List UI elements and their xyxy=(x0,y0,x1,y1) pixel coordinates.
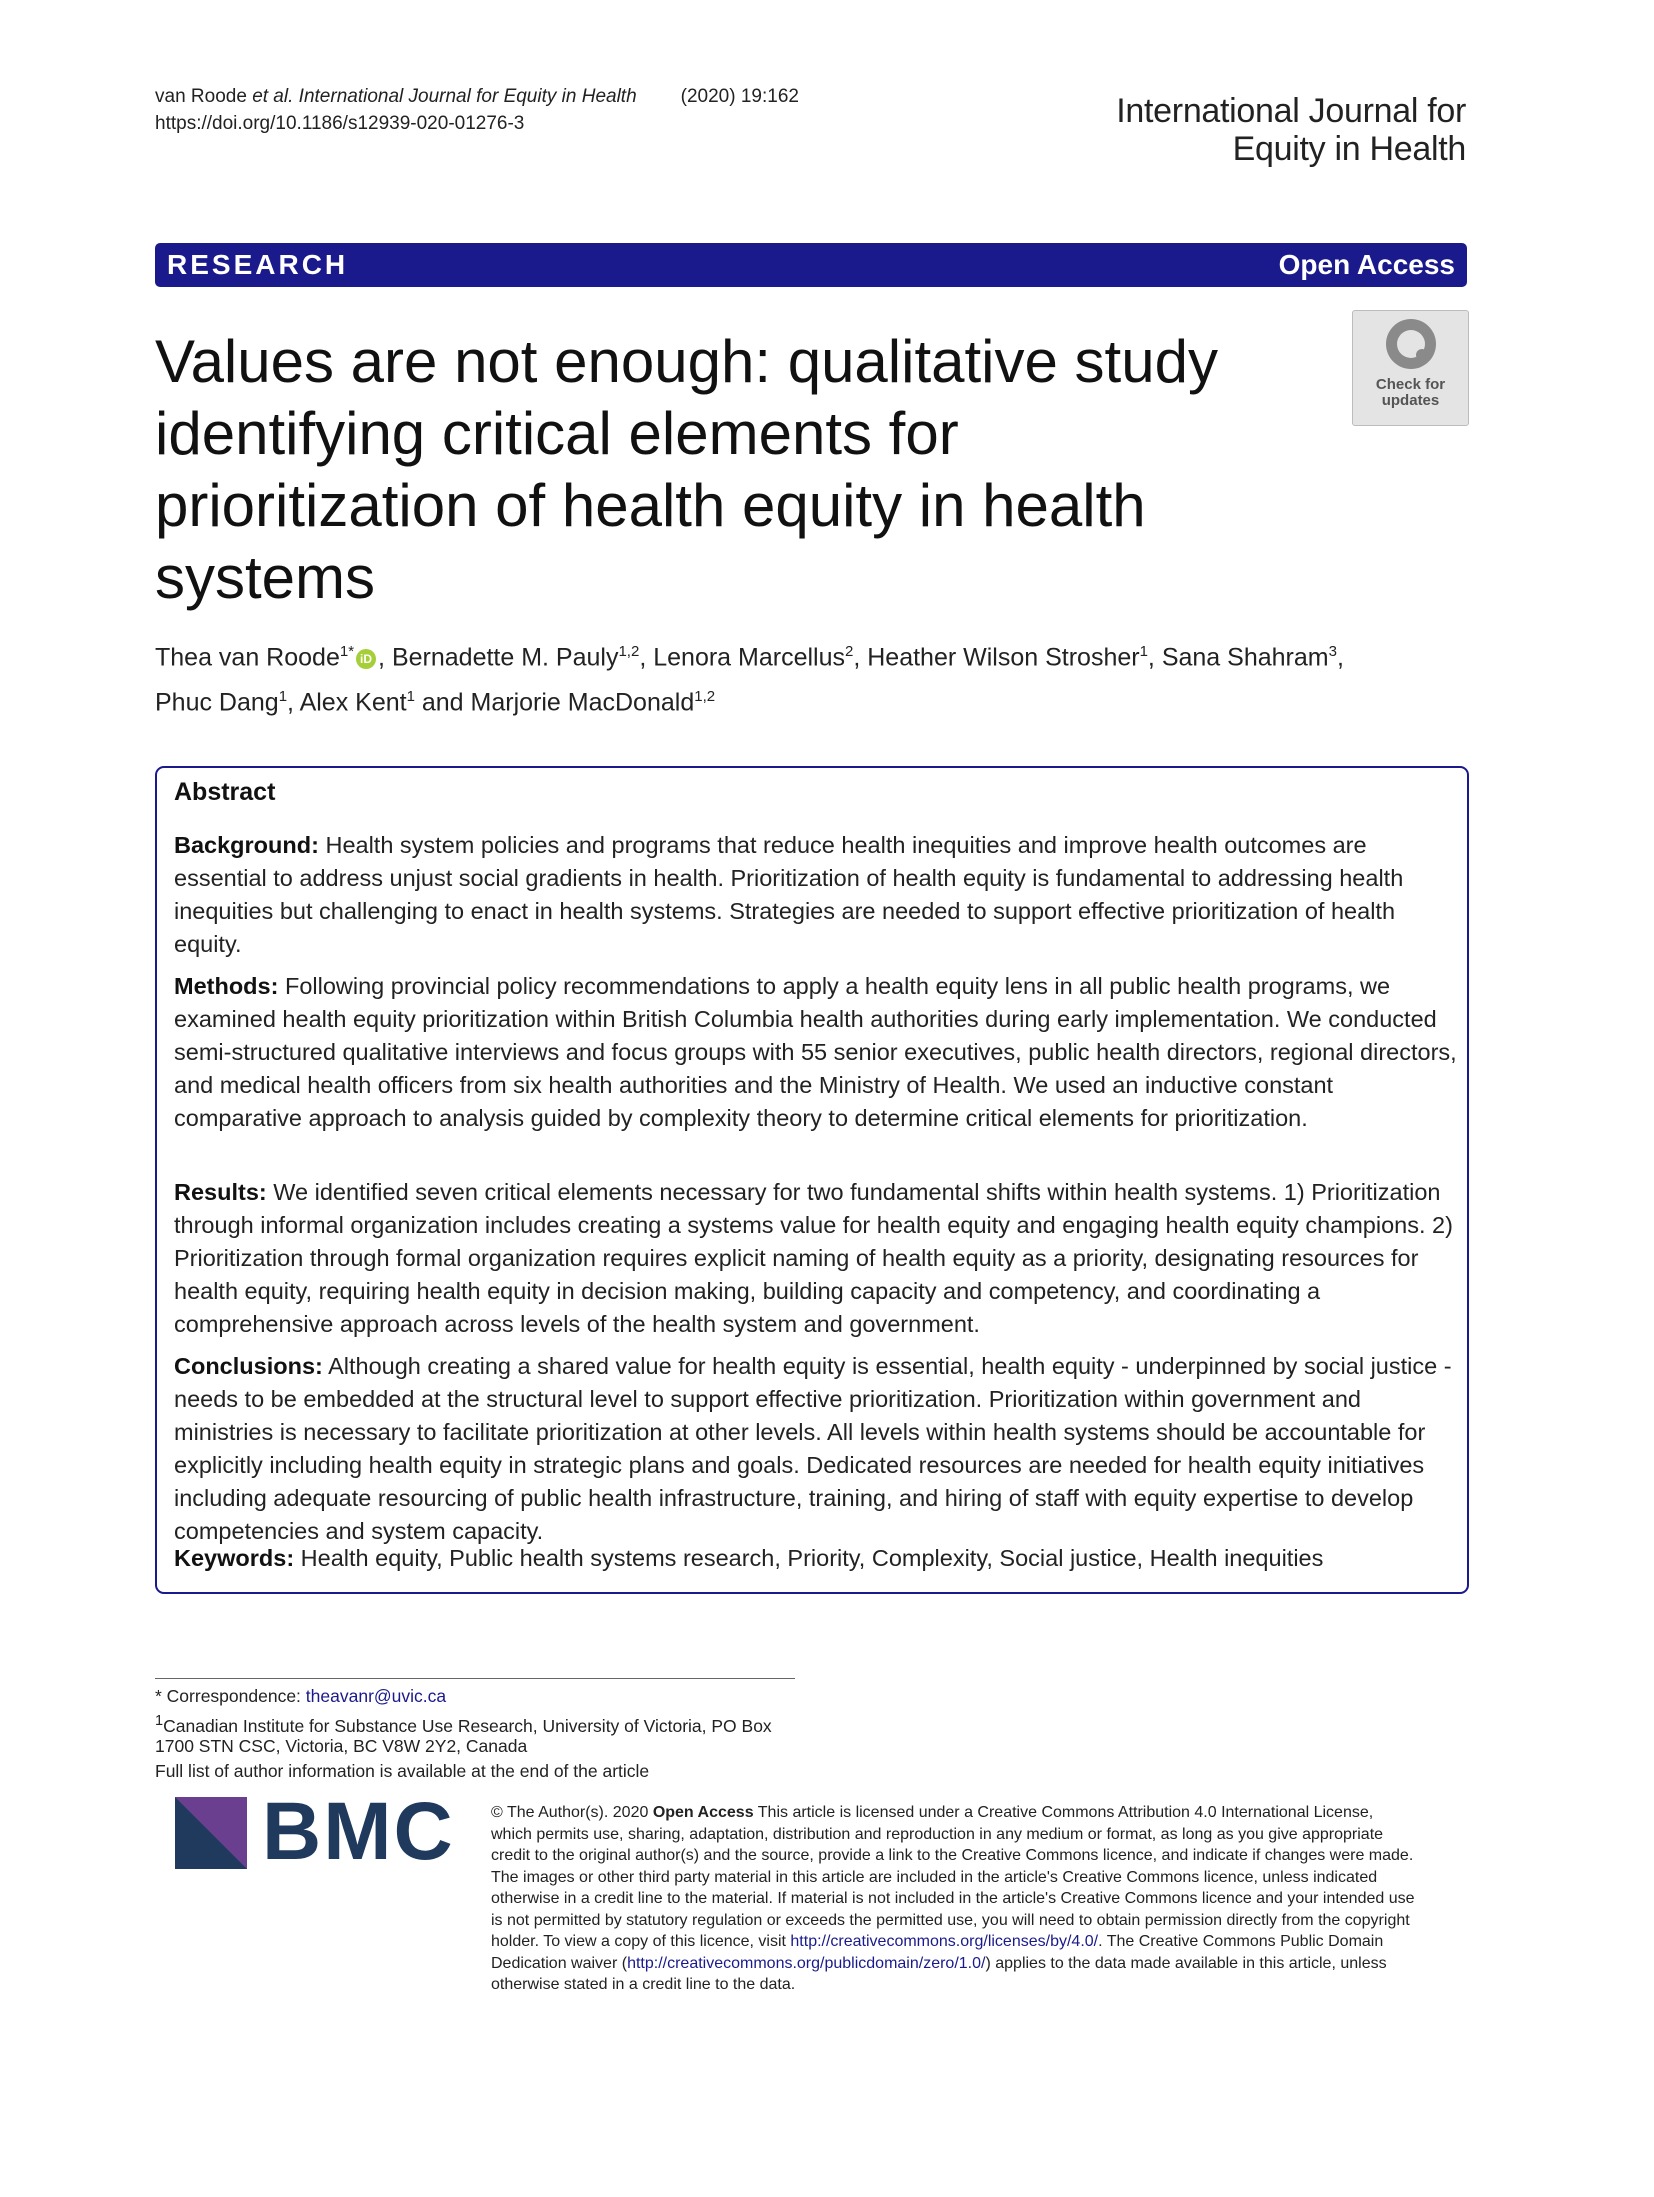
journal-logo xyxy=(1116,92,1466,168)
author-affiliation: 1,2 xyxy=(618,643,640,660)
license-text3: ) applies to the data made available in this article, unless otherwise stated in a credit line to the data. xyxy=(491,1954,1387,1993)
author-affiliation: 3 xyxy=(1328,643,1337,660)
affiliation-text1: Canadian Institute for Substance Use Research, University of Victoria, PO Box xyxy=(163,1715,772,1736)
footnote-divider xyxy=(155,1678,795,1679)
author-affiliation: 1 xyxy=(406,688,415,706)
author-info-note: Full list of author information is available at the end of the article xyxy=(155,1761,650,1781)
article-type-label: RESEARCH xyxy=(167,249,349,280)
license-prefix: © The Author(s). 2020 xyxy=(491,1804,653,1821)
publisher-logo: BMC xyxy=(262,1786,455,1877)
citation-etal: et al. xyxy=(252,86,294,107)
correspondence-line xyxy=(155,1684,446,1708)
affiliation-line2: 1700 STN CSC, Victoria, BC V8W 2Y2, Canada xyxy=(155,1736,528,1756)
orcid-icon[interactable]: iD xyxy=(356,649,376,669)
cc-by-license-link[interactable]: http://creativecommons.org/licenses/by/4.0/ xyxy=(790,1933,1099,1950)
author-conjunction: and xyxy=(414,688,471,717)
abstract-box xyxy=(155,766,1469,1594)
open-access-label: Open Access xyxy=(1278,249,1455,280)
author-affiliation: 1,2 xyxy=(694,688,716,706)
author-name: Thea van Roode xyxy=(155,643,340,672)
license-text1: This article is licensed under a Creative Commons Attribution 4.0 International License, which permits use, sharing, adaptation, distribution and reproduction in any medium or format, as long as you give appropriate credit to the original author(s) and the source, provide a link to the Creative Commons licence, and indicate if changes were made. The images or other third party material in this article are included in the article's Creative Commons licence, unless indicated otherwise in a credit line to the material. If material is not included in the article's Creative Commons licence and your intended use is not permitted by statutory regulation or exceeds the permitted use, you will need to obtain permission directly from the copyright holder. To view a copy of this licence, visit xyxy=(491,1804,1415,1950)
citation-line xyxy=(155,86,799,108)
results-label: Results: xyxy=(174,1179,267,1205)
author-affiliation: 1* xyxy=(339,643,355,660)
background-text: Health system policies and programs that reduce health inequities and improve health outcomes are essential to address unjust social gradients in health. Prioritization of health equity is fundamental to addressing health inequities but challenging to enact in health systems. Strategies are needed to support effective prioritization of health equity. xyxy=(174,832,1404,957)
methods-text: Following provincial policy recommendations to apply a health equity lens in all public health programs, we examined health equity prioritization within British Columbia health authorities during early implementation. We conducted semi-structured qualitative interviews and focus groups with 55 senior executives, public health directors, regional directors, and medical health officers from six health authorities and the Ministry of Health. We used an inductive constant comparative approach to analysis guided by complexity theory to determine critical elements for prioritization. xyxy=(174,973,1457,1131)
journal-logo-line1: International Journal for xyxy=(1116,92,1466,130)
crossmark-icon xyxy=(1386,319,1436,369)
author-name: Phuc Dang xyxy=(155,688,279,717)
check-updates-line2: updates xyxy=(1381,392,1440,409)
conclusions-label: Conclusions: xyxy=(174,1353,323,1379)
citation-volume: (2020) 19:162 xyxy=(680,86,799,107)
author-affiliation: 1 xyxy=(278,688,288,706)
license-text2: . The Creative Commons Public Domain Dedication waiver ( xyxy=(491,1933,1384,1972)
check-updates-line1: Check for xyxy=(1375,376,1446,393)
citation-authors: van Roode xyxy=(155,86,253,107)
author-name: Lenora Marcellus xyxy=(653,643,845,672)
abstract-conclusions xyxy=(174,1350,1459,1548)
author-name: Sana Shahram xyxy=(1161,643,1329,672)
abstract-heading: Abstract xyxy=(174,778,276,806)
results-text: We identified seven critical elements necessary for two fundamental shifts within health systems. 1) Prioritization through informal organization includes creating a systems value for health equity and engaging health equity champions. 2) Prioritization through formal organization requires explicit naming of health equity as a priority, designating resources for health equity, requiring health equity in decision making, building capacity and competency, and coordinating a comprehensive approach across levels of the health system and government. xyxy=(174,1179,1453,1337)
article-type-banner xyxy=(155,243,1467,287)
author-affiliation: 1 xyxy=(1139,643,1148,660)
conclusions-text: Although creating a shared value for health equity is essential, health equity - underpinned by social justice - needs to be embedded at the structural level to support effective prioritization. Prioritization within government and ministries is necessary to facilitate prioritization at other levels. All levels within health systems should be accountable for explicitly including health equity in strategic plans and goals. Dedicated resources are needed for health equity initiatives including adequate resourcing of public health infrastructure, training, and hiring of staff with equity expertise to develop competencies and system capacity. xyxy=(174,1353,1452,1544)
doi-link[interactable]: https://doi.org/10.1186/s12939-020-01276-3 xyxy=(155,113,525,134)
author-affiliation: 2 xyxy=(845,643,854,660)
correspondence-label: * Correspondence: xyxy=(155,1686,306,1706)
article-title: Values are not enough: qualitative study identifying critical elements for prioritization of health equity in health systems xyxy=(155,328,1218,611)
cc-zero-waiver-link[interactable]: http://creativecommons.org/publicdomain/zero/1.0/ xyxy=(627,1954,986,1972)
author-list: Thea van Roode$^{1*}$ iD , Bernadette M. Pauly$^{1,2}$, Lenora Marcellus$^2$, Heather Wilson Strosher$^1$, Sana Shahram$^3$, Phuc Dang$^1$, Alex Kent$^1$ and Marjorie MacDonald$^{1,2}$ xyxy=(155,643,1344,717)
abstract-methods xyxy=(174,970,1459,1135)
license-statement xyxy=(491,1802,1416,1996)
license-open-access: Open Access xyxy=(652,1804,754,1821)
abstract-keywords xyxy=(174,1542,1459,1575)
methods-label: Methods: xyxy=(174,973,279,999)
citation-journal: International Journal for Equity in Health xyxy=(293,86,637,107)
correspondence-email-link[interactable]: theavanr@uvic.ca xyxy=(305,1686,447,1706)
author-name: Marjorie MacDonald xyxy=(470,688,695,717)
author-name: Bernadette M. Pauly xyxy=(391,643,619,672)
check-for-updates-button[interactable] xyxy=(1352,310,1469,426)
abstract-results xyxy=(174,1176,1459,1341)
bmc-logo-mark xyxy=(175,1797,247,1869)
keywords-label: Keywords: xyxy=(174,1545,295,1571)
journal-logo-line2: Equity in Health xyxy=(1232,130,1466,168)
background-label: Background: xyxy=(174,832,319,858)
abstract-background xyxy=(174,829,1459,961)
affiliation-sup: 1 xyxy=(155,1713,164,1729)
author-name: Heather Wilson Strosher xyxy=(867,643,1140,672)
keywords-text: Health equity, Public health systems research, Priority, Complexity, Social justice, Health inequities xyxy=(294,1545,1324,1571)
author-name: Alex Kent xyxy=(299,688,407,717)
